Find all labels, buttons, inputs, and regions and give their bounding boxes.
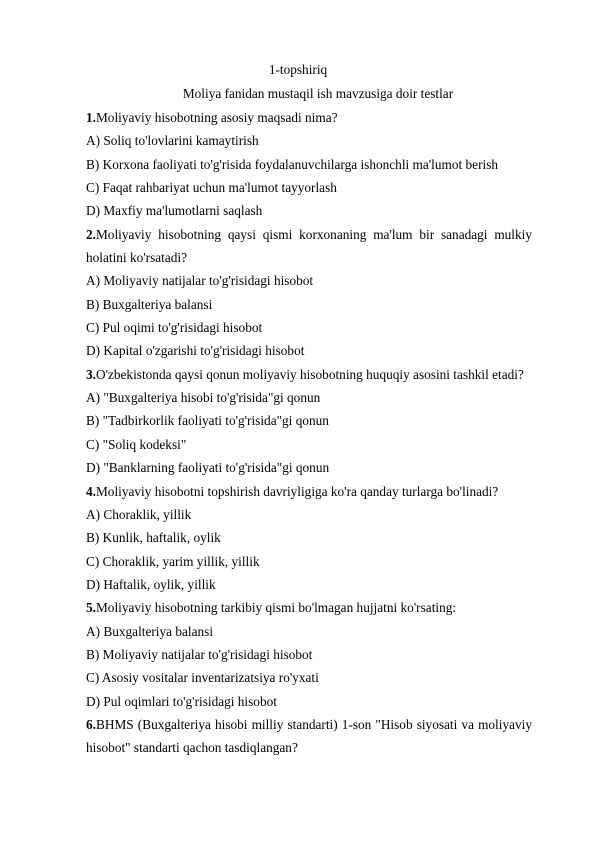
question-number: 3. [86, 366, 96, 382]
option: C) Choraklik, yarim yillik, yillik [86, 553, 260, 569]
document-title: 1-topshiriq [268, 62, 328, 77]
option: D) Kapital o'zgarishi to'g'risidagi hisobot [86, 343, 305, 359]
questions-list [86, 106, 532, 760]
option: B) "Tadbirkorlik faoliyati to'g'risida"gi qonun [86, 413, 329, 429]
option: C) Pul oqimi to'g'risidagi hisobot [86, 320, 263, 336]
option: B) Buxgalteriya balansi [86, 296, 213, 312]
question-2 [86, 223, 532, 270]
question-1 [86, 106, 532, 129]
option: D) Haftalik, oylik, yillik [86, 576, 216, 592]
question-number: 4. [86, 483, 96, 499]
option: A) Soliq to'lovlarini kamaytirish [86, 133, 259, 149]
option: C) Asosiy vositalar inventarizatsiya ro'yxati [86, 670, 319, 686]
question-5 [86, 596, 532, 619]
question-text: Moliyaviy hisobotning tarkibiy qismi bo'lmagan hujjatni ko'rsating: [95, 600, 457, 616]
question-text: Moliyaviy hisobotning qaysi qismi korxonaning ma'lum bir sanadagi mulkiy holatini ko'rsatadi? [86, 226, 532, 266]
option: A) "Buxgalteriya hisobi to'g'risida"gi qonun [86, 390, 321, 406]
option: B) Moliyaviy natijalar to'g'risidagi hisobot [86, 646, 313, 662]
option: C) Faqat rahbariyat uchun ma'lumot tayyorlash [86, 180, 337, 196]
question-text: Moliyaviy hisobotni topshirish davriyligiga ko'ra qanday turlarga bo'linadi? [95, 483, 499, 499]
option: D) Maxfiy ma'lumotlarni saqlash [86, 203, 263, 219]
question-4 [86, 480, 532, 503]
question-6 [86, 713, 532, 760]
question-text: BHMS (Buxgalteriya hisobi milliy standarti) 1-son "Hisob siyosati va moliyaviy hisobot" standarti qachon tasdiqlangan? [86, 716, 532, 756]
option: B) Kunlik, haftalik, oylik [86, 530, 221, 546]
option: A) Moliyaviy natijalar to'g'risidagi hisobot [86, 273, 314, 289]
option: B) Korxona faoliyati to'g'risida foydalanuvchilarga ishonchli ma'lumot berish [86, 156, 499, 172]
option: C) "Soliq kodeksi" [86, 436, 187, 452]
question-text: Moliyaviy hisobotning asosiy maqsadi nima? [95, 110, 338, 125]
question-text: O'zbekistonda qaysi qonun moliyaviy hisobotning huquqiy asosini tashkil etadi? [95, 366, 524, 382]
question-number: 6. [86, 716, 96, 732]
question-number: 1. [86, 110, 96, 125]
question-number: 5. [86, 600, 96, 616]
option: D) Pul oqimlari to'g'risidagi hisobot [86, 693, 277, 709]
document-subtitle: Moliya fanidan mustaqil ish mavzusiga doir testlar [182, 86, 454, 101]
option: A) Choraklik, yillik [86, 506, 192, 522]
question-number: 2. [86, 226, 96, 242]
option: D) "Banklarning faoliyati to'g'risida"gi qonun [86, 460, 330, 476]
question-3 [86, 363, 532, 386]
option: A) Buxgalteriya balansi [86, 623, 214, 639]
